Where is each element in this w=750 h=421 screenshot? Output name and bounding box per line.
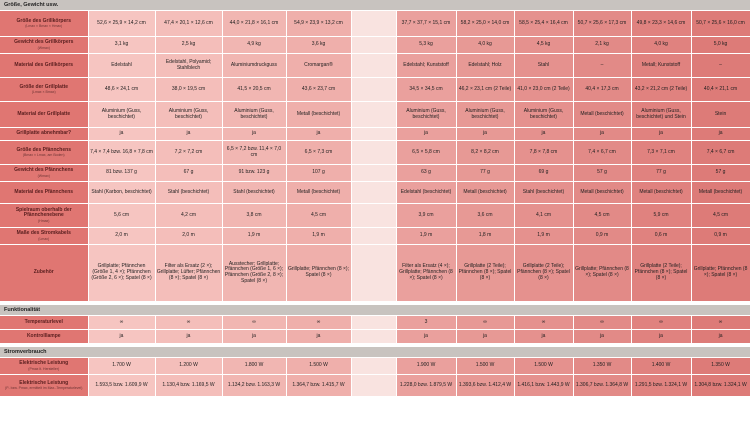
table-row [0,358,750,375]
table-cell: 1.800 W [222,358,286,375]
table-cell: Edelstahl (beschichtet) [396,182,456,204]
row-label [0,37,88,54]
table-cell [351,165,396,182]
table-cell [351,245,396,302]
table-cell: Aluminium (Guss, beschichtet) [514,102,573,128]
table-cell: ∞ [691,316,750,330]
table-cell: 1.700 W [88,358,155,375]
table-cell: Edelstahl [88,54,155,78]
table-cell [351,102,396,128]
table-cell: ja [691,128,750,141]
table-cell: 3,9 cm [396,204,456,228]
table-cell: ja [573,128,631,141]
table-cell: Grillplatte; Pfännchen (8 ×); Spatel (8 ×) [573,245,631,302]
table-cell: ja [514,128,573,141]
table-cell: 3,8 cm [222,204,286,228]
table-cell: Aluminiumdruckguss [222,54,286,78]
table-cell: 49,8 × 23,3 × 14,6 cm [631,11,691,37]
row-label-unit: (Pmax lt. Hersteller) [28,366,60,371]
table-cell [351,37,396,54]
table-cell: 1.900 W [396,358,456,375]
table-cell: 5,0 kg [691,37,750,54]
table-cell: Edelstahl; Holz [456,54,514,78]
table-cell: 1,9 m [222,228,286,245]
row-label [0,245,88,302]
table-cell [351,141,396,165]
table-cell: 3,6 cm [456,204,514,228]
table-cell: 52,6 × 25,9 × 14,2 cm [88,11,155,37]
table-cell: ∞ [573,316,631,330]
table-row [0,316,750,330]
row-label-text: Elektrische Leistung [19,379,69,386]
row-label [0,54,88,78]
table-row [0,182,750,204]
table-cell [351,11,396,37]
table-cell: Stahl (Karbon, beschichtet) [88,182,155,204]
table-cell: ∞ [456,316,514,330]
table-cell: 1.393,6 bzw. 1.412,4 W [456,375,514,397]
table-cell: 5,9 cm [631,204,691,228]
table-cell: ja [396,330,456,344]
table-cell: 5,6 cm [88,204,155,228]
section-title: Größe, Gewicht usw. [0,0,750,11]
table-cell: Grillplatte (2 Teile); Pfännchen (8 ×); Spatel (8 ×) [631,245,691,302]
table-cell: 1.350 W [691,358,750,375]
table-cell: 41,0 × 23,0 cm (2 Teile) [514,78,573,102]
table-cell: 4,9 kg [222,37,286,54]
table-cell: ja [396,128,456,141]
table-cell: 40,4 × 21,1 cm [691,78,750,102]
table-cell: Grillplatte (2 Teile); Pfännchen (8 ×); Spatel (8 ×) [514,245,573,302]
table-cell [351,204,396,228]
table-cell: 3 [396,316,456,330]
table-cell: 1.500 W [514,358,573,375]
row-label [0,358,88,375]
row-label [0,11,88,37]
table-cell: 1.130,4 bzw. 1.169,5 W [155,375,222,397]
table-cell: 7,8 × 7,8 cm [514,141,573,165]
table-cell: 7,3 × 7,1 cm [631,141,691,165]
table-cell: Grillplatte; Pfännchen (8 ×); Spatel (8 ×) [286,245,351,302]
table-cell: 1.500 W [456,358,514,375]
table-row [0,37,750,54]
table-cell: 57 g [691,165,750,182]
table-cell: Filter als Ersatz (4 ×); Grillplatte; Pfännchen (8 ×); Spatel (8 ×) [396,245,456,302]
row-label [0,228,88,245]
table-cell: 63 g [396,165,456,182]
section-header [0,347,750,358]
table-row [0,11,750,37]
row-label [0,78,88,102]
table-cell: 0,6 m [631,228,691,245]
table-cell: Metall; Kunststoff [631,54,691,78]
table-cell: Metall (beschichtet) [691,182,750,204]
table-cell: 0,9 m [573,228,631,245]
table-cell: 3,6 kg [286,37,351,54]
row-label-text: Material des Grillkörpers [14,61,74,68]
table-cell: 4,0 kg [631,37,691,54]
row-label [0,102,88,128]
table-row [0,375,750,397]
table-cell: Grillplatte (2 Teile); Pfännchen (8 ×); Spatel (8 ×) [456,245,514,302]
table-cell [351,128,396,141]
row-label [0,165,88,182]
table-cell: 2,0 m [155,228,222,245]
table-cell: ∞ [222,316,286,330]
section-header [0,0,750,11]
table-cell: 77 g [631,165,691,182]
table-cell: 7,4 × 7,4 bzw. 16,8 × 7,8 cm [88,141,155,165]
table-row [0,54,750,78]
table-cell: 58,2 × 25,0 × 14,0 cm [456,11,514,37]
table-cell: Stahl (beschichtet) [514,182,573,204]
table-cell: 1.416,1 bzw. 1.443,9 W [514,375,573,397]
row-label-unit: (Hmax) [38,219,50,224]
table-cell: Ausstecher; Grillplatte; Pfännchen (Größe 1, 6 ×); Pfännchen (Größe 2, 8 ×); Spatel (8 ×) [222,245,286,302]
table-cell: 40,4 × 17,3 cm [573,78,631,102]
table-cell: ja [222,128,286,141]
table-cell: 2,5 kg [155,37,222,54]
table-cell: ∞ [286,316,351,330]
table-cell: 6,5 × 7,3 cm [286,141,351,165]
table-cell: Filter als Ersatz (2 ×); Grillplatte; Lüfter; Pfännchen (8 ×); Spatel (8 ×) [155,245,222,302]
row-label-text: Grillplatte abnehmbar? [16,130,72,137]
row-label [0,141,88,165]
table-cell: – [691,54,750,78]
table-cell [351,358,396,375]
table-cell: 1.306,7 bzw. 1.364,8 W [573,375,631,397]
table-cell: 37,7 × 37,7 × 15,1 cm [396,11,456,37]
section-title: Stromverbrauch [0,347,750,358]
table-cell: 81 bzw. 137 g [88,165,155,182]
table-row [0,165,750,182]
table-cell: 1.400 W [631,358,691,375]
row-label-text: Maße des Stromkabels [16,230,71,237]
table-cell: Metall (beschichtet) [286,182,351,204]
row-label [0,204,88,228]
table-cell: 1.364,7 bzw. 1.415,7 W [286,375,351,397]
table-cell: 107 g [286,165,351,182]
table-row [0,330,750,344]
table-cell [351,316,396,330]
table-cell: 1,9 m [286,228,351,245]
table-cell: – [573,54,631,78]
table-row [0,141,750,165]
table-cell: 1.350 W [573,358,631,375]
table-cell: ja [88,330,155,344]
table-cell: ja [286,330,351,344]
table-cell: Edelstahl; Kunststoff [396,54,456,78]
table-cell: 54,9 × 23,9 × 13,2 cm [286,11,351,37]
table-cell: Grillplatte; Pfännchen (8 ×); Spatel (8 ×) [691,245,750,302]
table-cell: 46,2 × 23,1 cm (2 Teile) [456,78,514,102]
table-cell: 6,5 × 7,2 bzw. 11,4 × 7,0 cm [222,141,286,165]
table-cell: ∞ [155,316,222,330]
table-row [0,245,750,302]
table-cell: Aluminium (Guss, beschichtet) [456,102,514,128]
table-row [0,204,750,228]
table-cell: Stein [691,102,750,128]
table-cell: 57 g [573,165,631,182]
table-cell: 47,4 × 20,1 × 12,6 cm [155,11,222,37]
table-row [0,78,750,102]
row-label-text: Größe des Pfännchens [16,146,71,153]
row-label-unit: (P- bzw. Pmax, ermittelt im Max.-Temperaturlevel) [5,386,83,391]
table-cell: 4,5 cm [691,204,750,228]
row-label-text: Gewicht des Pfännchens [14,167,74,174]
table-cell: ja [631,128,691,141]
table-cell: Edelstahl, Polyamid; Stahlblech [155,54,222,78]
table-cell: 58,5 × 25,4 × 16,4 cm [514,11,573,37]
table-cell: 4,5 kg [514,37,573,54]
row-label-text: Elektrische Leistung [19,360,69,367]
table-row [0,228,750,245]
table-cell: 7,4 × 6,7 cm [573,141,631,165]
table-cell: 43,6 × 23,7 cm [286,78,351,102]
table-cell: Metall (beschichtet) [286,102,351,128]
table-cell: 0,9 m [691,228,750,245]
table-cell: 1.291,5 bzw. 1.324,1 W [631,375,691,397]
table-cell: ja [155,330,222,344]
table-cell: 77 g [456,165,514,182]
row-label-unit: (Wmax) [37,173,50,178]
table-cell [351,78,396,102]
table-cell: Aluminium (Guss, beschichtet) [155,102,222,128]
table-cell: 1.500 W [286,358,351,375]
row-label-text: Gewicht des Grillkörpers [14,39,74,46]
table-cell: ja [573,330,631,344]
row-label-unit: (Lmax × Bmax × Hmax) [25,24,63,29]
table-cell: 1.228,0 bzw. 1.879,5 W [396,375,456,397]
table-cell: 6,5 × 5,8 cm [396,141,456,165]
table-cell: 48,6 × 24,1 cm [88,78,155,102]
table-cell: Metall (beschichtet) [573,182,631,204]
table-cell: ja [286,128,351,141]
table-cell: 4,5 cm [573,204,631,228]
table-cell: 43,2 × 21,2 cm (2 Teile) [631,78,691,102]
table-cell: 7,4 × 6,7 cm [691,141,750,165]
row-label [0,330,88,344]
table-cell: ja [222,330,286,344]
row-label-text: Zubehör [33,269,54,276]
row-label [0,316,88,330]
table-cell: Metall (beschichtet) [631,182,691,204]
table-cell: ja [155,128,222,141]
table-cell: 1.304,8 bzw. 1.324,1 W [691,375,750,397]
table-cell: 4,5 cm [286,204,351,228]
table-cell: 91 bzw. 123 g [222,165,286,182]
table-cell: Grillplatte; Pfännchen (Größe 1, 4 ×); Pfännchen (Größe 2, 6 ×); Spatel (8 ×) [88,245,155,302]
table-cell: 4,0 kg [456,37,514,54]
table-cell: Aluminium (Guss, beschichtet) [396,102,456,128]
row-label-text: Kontrolllampe [26,332,61,339]
row-label-text: Material der Grillplatte [17,110,71,117]
table-cell: 44,0 × 21,8 × 16,1 cm [222,11,286,37]
table-cell: 1,9 m [396,228,456,245]
table-cell: ∞ [88,316,155,330]
row-label [0,375,88,397]
row-label-unit: (Lmax) [38,236,50,241]
table-cell: Metall (beschichtet) [456,182,514,204]
table-cell: 3,1 kg [88,37,155,54]
section-title: Funktionalität [0,305,750,316]
table-cell: Stahl (beschichtet) [155,182,222,204]
table-cell: Aluminium (Guss, beschichtet) [88,102,155,128]
table-cell: 8,2 × 8,2 cm [456,141,514,165]
table-cell [351,228,396,245]
table-cell: 1.134,2 bzw. 1.163,3 W [222,375,286,397]
table-cell: ja [456,128,514,141]
table-cell: ja [691,330,750,344]
table-cell: Stahl (beschichtet) [222,182,286,204]
row-label-text: Material des Pfännchens [14,188,74,195]
row-label [0,128,88,141]
table-row [0,102,750,128]
row-label-unit: (Lmax × Bmax) [31,90,56,95]
table-cell: ja [88,128,155,141]
row-label [0,182,88,204]
table-cell: 1.593,5 bzw. 1.609,9 W [88,375,155,397]
row-label-text: Temperaturlevel [24,318,63,325]
table-cell: 2,0 m [88,228,155,245]
table-cell: Cromargan® [286,54,351,78]
table-cell: 67 g [155,165,222,182]
table-cell: Stahl [514,54,573,78]
table-cell: 50,7 × 25,6 × 16,0 cm [691,11,750,37]
table-cell: Metall (beschichtet) [573,102,631,128]
table-cell: 7,2 × 7,2 cm [155,141,222,165]
table-cell: 4,1 cm [514,204,573,228]
table-cell: 5,3 kg [396,37,456,54]
table-cell: 1,8 m [456,228,514,245]
table-cell: 1.200 W [155,358,222,375]
row-label-text: Größe der Grillplatte [19,83,69,90]
table-cell: ja [514,330,573,344]
section-header [0,305,750,316]
table-cell: 4,2 cm [155,204,222,228]
table-cell: 41,5 × 20,5 cm [222,78,286,102]
table-cell: 2,1 kg [573,37,631,54]
table-cell: 34,5 × 34,5 cm [396,78,456,102]
row-label-unit: (Bmax × Lmax, am Boden) [22,153,65,158]
table-cell: Aluminium (Guss, beschichtet) [222,102,286,128]
table-cell: Aluminium (Guss, beschichtet) und Stein [631,102,691,128]
table-cell: ja [456,330,514,344]
table-cell [351,54,396,78]
table-cell: 38,0 × 19,5 cm [155,78,222,102]
table-cell: 1,9 m [514,228,573,245]
table-cell: ja [631,330,691,344]
table-cell: ∞ [631,316,691,330]
table-cell: 50,7 × 25,6 × 17,3 cm [573,11,631,37]
table-cell [351,330,396,344]
table-cell: 69 g [514,165,573,182]
row-label-text: Größe des Grillkörpers [16,17,71,24]
row-label-unit: (Wmax) [37,45,50,50]
row-label-text: Spielraum oberhalb der Pfännchenebene [15,206,72,219]
table-row [0,128,750,141]
table-cell [351,182,396,204]
table-cell: ∞ [514,316,573,330]
table-cell [351,375,396,397]
